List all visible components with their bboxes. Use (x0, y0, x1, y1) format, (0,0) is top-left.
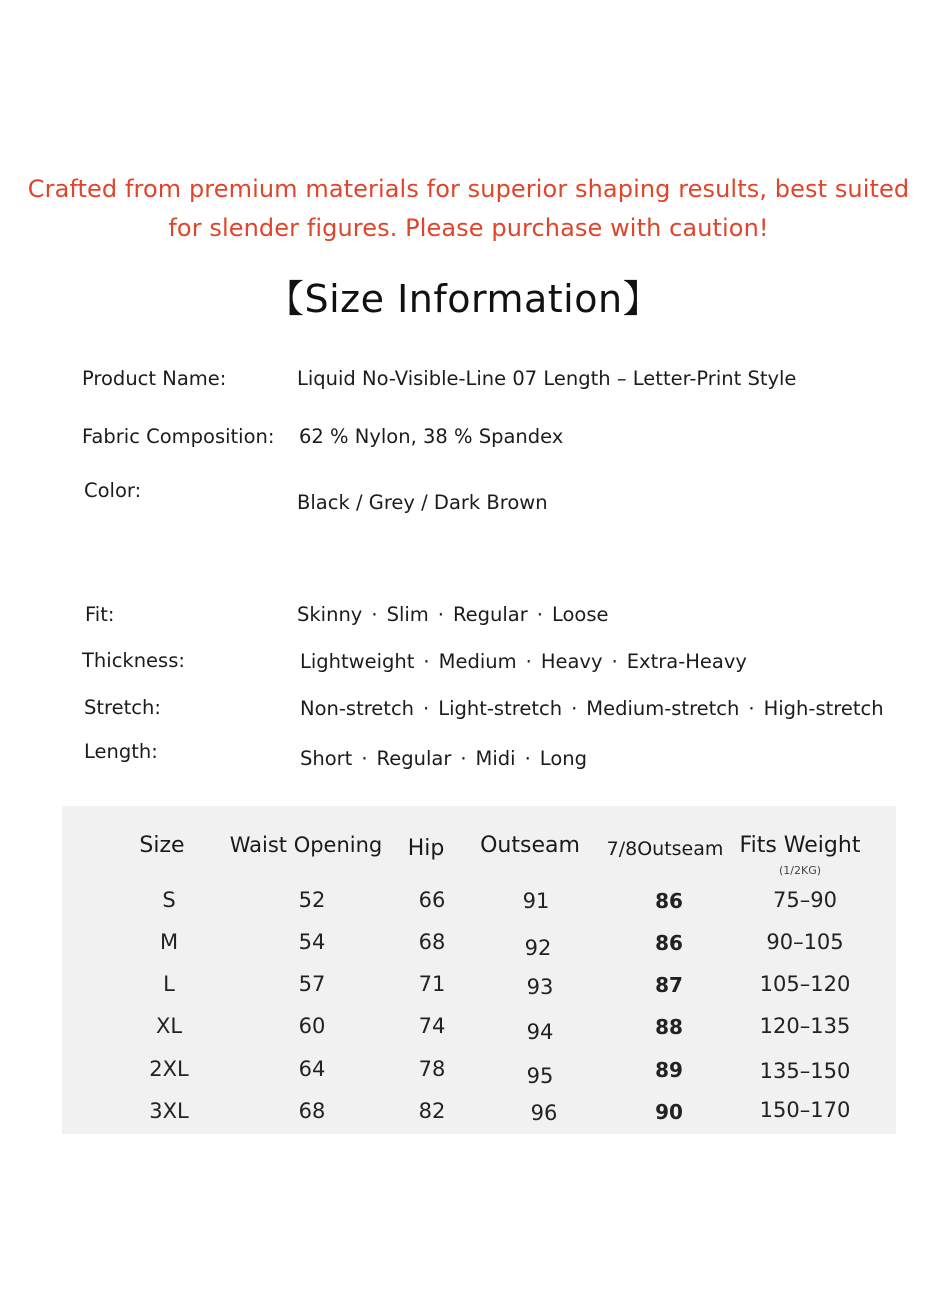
table-cell-78-outseam: 89 (655, 1058, 683, 1082)
color-label: Color: (84, 479, 142, 502)
table-cell-waist: 64 (298, 1057, 326, 1081)
separator-dot: · (611, 650, 618, 673)
length-option: Regular (376, 747, 452, 770)
table-cell-hip: 68 (418, 930, 446, 954)
table-cell-78-outseam: 87 (655, 973, 683, 997)
table-cell-fits-weight: 90–105 (766, 930, 844, 954)
table-cell-fits-weight: 75–90 (773, 888, 837, 912)
table-cell-outseam: 94 (526, 1020, 554, 1044)
table-header-78-outseam: 7/8Outseam (606, 838, 724, 860)
stretch-options (300, 697, 884, 720)
fit-label: Fit: (85, 603, 115, 626)
table-header-outseam: Outseam (480, 833, 580, 858)
table-cell-78-outseam: 90 (655, 1100, 683, 1124)
color-value: Black / Grey / Dark Brown (297, 491, 548, 514)
table-cell-fits-weight: 135–150 (759, 1059, 851, 1083)
table-cell-78-outseam: 86 (655, 931, 683, 955)
separator-dot: · (525, 650, 532, 673)
length-options (300, 747, 587, 770)
table-cell-size: L (163, 972, 175, 996)
caution-notice-line-2: for slender figures. Please purchase with caution! (168, 214, 769, 242)
length-label: Length: (84, 740, 158, 763)
table-cell-fits-weight: 120–135 (759, 1014, 851, 1038)
separator-dot: · (571, 697, 578, 720)
thickness-option: Extra-Heavy (626, 650, 747, 673)
size-table (62, 806, 896, 1134)
table-cell-size: XL (155, 1014, 183, 1038)
separator-dot: · (536, 603, 543, 626)
table-header-weight-unit: (1/2KG) (778, 864, 822, 877)
thickness-label: Thickness: (82, 649, 185, 672)
fit-option: Loose (551, 603, 609, 626)
table-cell-outseam: 95 (526, 1064, 554, 1088)
separator-dot: · (423, 697, 430, 720)
thickness-option: Medium (438, 650, 517, 673)
product-name-label: Product Name: (82, 367, 227, 390)
product-name-value: Liquid No-Visible-Line 07 Length – Letter-Print Style (297, 367, 797, 390)
length-option: Midi (475, 747, 516, 770)
table-header-size: Size (139, 833, 185, 858)
separator-dot: · (371, 603, 378, 626)
length-option: Long (539, 747, 587, 770)
table-cell-78-outseam: 86 (655, 889, 683, 913)
separator-dot: · (437, 603, 444, 626)
table-cell-hip: 78 (418, 1057, 446, 1081)
length-option: Short (300, 747, 353, 770)
table-cell-size: 3XL (149, 1099, 189, 1123)
table-cell-outseam: 93 (526, 975, 554, 999)
fit-option: Skinny (297, 603, 363, 626)
table-cell-size: S (162, 888, 176, 912)
table-cell-waist: 54 (298, 930, 326, 954)
thickness-options (300, 650, 747, 673)
table-cell-78-outseam: 88 (655, 1015, 683, 1039)
separator-dot: · (361, 747, 368, 770)
table-cell-outseam: 91 (522, 889, 550, 913)
fit-options (297, 603, 609, 626)
table-cell-outseam: 96 (530, 1101, 558, 1125)
fit-option: Slim (386, 603, 429, 626)
fabric-composition-label: Fabric Composition: (82, 425, 275, 448)
table-cell-waist: 60 (298, 1014, 326, 1038)
fit-option: Regular (452, 603, 528, 626)
table-header-waist-opening: Waist Opening (229, 833, 383, 857)
table-cell-size: 2XL (149, 1057, 189, 1081)
thickness-option: Heavy (540, 650, 603, 673)
separator-dot: · (460, 747, 467, 770)
table-cell-hip: 74 (418, 1014, 446, 1038)
table-cell-fits-weight: 105–120 (759, 972, 851, 996)
caution-notice (0, 170, 937, 248)
stretch-option: Medium-stretch (586, 697, 740, 720)
stretch-option: Non-stretch (300, 697, 415, 720)
caution-notice-line-1: Crafted from premium materials for superior shaping results, best suited (27, 175, 910, 203)
table-cell-size: M (159, 930, 179, 954)
separator-dot: · (748, 697, 755, 720)
table-cell-hip: 66 (418, 888, 446, 912)
table-cell-waist: 52 (298, 888, 326, 912)
table-cell-outseam: 92 (524, 936, 552, 960)
separator-dot: · (524, 747, 531, 770)
stretch-option: Light-stretch (438, 697, 563, 720)
stretch-option: High-stretch (763, 697, 884, 720)
table-cell-hip: 71 (418, 972, 446, 996)
table-cell-hip: 82 (418, 1099, 446, 1123)
stretch-label: Stretch: (84, 696, 161, 719)
fabric-composition-value: 62 % Nylon, 38 % Spandex (299, 425, 564, 448)
table-cell-waist: 68 (298, 1099, 326, 1123)
separator-dot: · (423, 650, 430, 673)
thickness-option: Lightweight (300, 650, 415, 673)
table-header-hip: Hip (407, 836, 445, 861)
table-header-fits-weight: Fits Weight (739, 833, 861, 858)
table-cell-fits-weight: 150–170 (759, 1098, 851, 1122)
size-information-title: 【Size Information】 (266, 277, 662, 321)
table-cell-waist: 57 (298, 972, 326, 996)
